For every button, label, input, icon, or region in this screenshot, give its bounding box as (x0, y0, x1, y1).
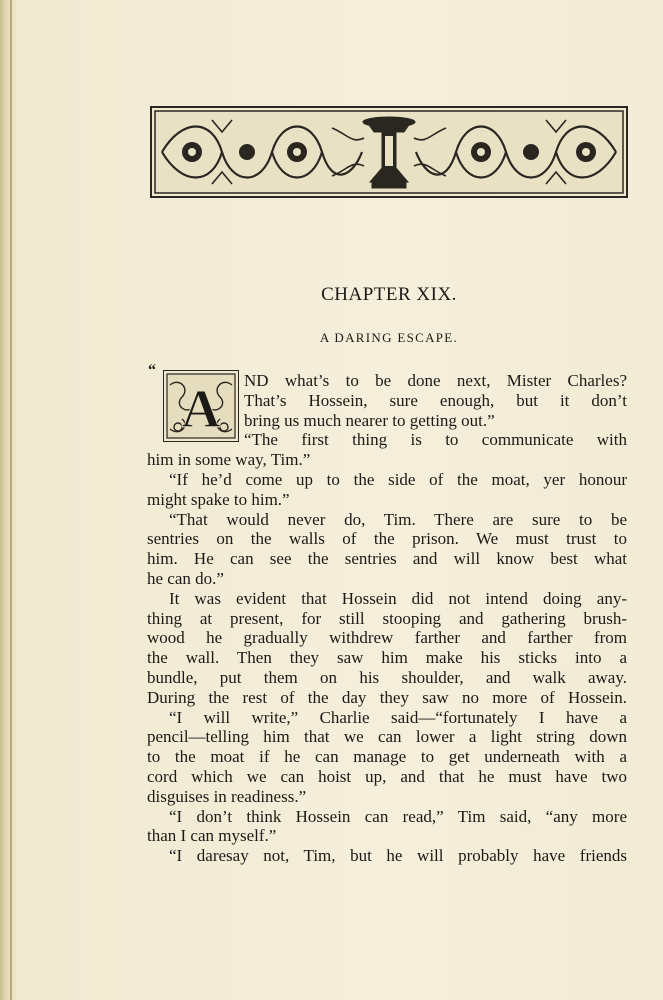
text-line: him in some way, Tim.” (147, 450, 311, 470)
text-line: pencil—telling him that we can lower a light string down (147, 727, 627, 747)
text-line: “I daresay not, Tim, but he will probably have friends (169, 846, 627, 866)
text-line: the wall. Then they saw him make his sticks into a (147, 648, 627, 668)
text-line: than I can myself.” (147, 826, 277, 846)
page-gutter (10, 0, 12, 1000)
text-line: That’s Hossein, sure enough, but it don’t (244, 390, 627, 410)
text-line: he can do.” (147, 568, 224, 588)
decorative-headpiece (150, 106, 628, 198)
text-line: “That would never do, Tim. There are sure to be (169, 509, 627, 529)
text-line: “I don’t think Hossein can read,” Tim said, “any more (169, 806, 627, 826)
text-line: “The first thing is to communicate with (244, 430, 627, 450)
text-line: It was evident that Hossein did not intend doing any- (169, 588, 627, 608)
chapter-body-text (147, 371, 627, 866)
text-line: bundle, put them on his shoulder, and walk away. (147, 667, 627, 687)
chapter-title: CHAPTER XIX. (321, 284, 457, 305)
text-line: “If he’d come up to the side of the moat, yer honour (169, 469, 627, 489)
text-line: ND what’s to be done next, Mister Charles? (244, 371, 627, 390)
chapter-subtitle: A DARING ESCAPE. (319, 330, 459, 345)
text-line: cord which we can hoist up, and that he must have two (147, 766, 627, 786)
text-line: to the moat if he can manage to get underneath with a (147, 747, 627, 767)
text-line: thing at present, for still stooping and gathering brush- (147, 608, 627, 628)
text-line: During the rest of the day they saw no more of Hossein. (147, 687, 627, 707)
text-line: bring us much nearer to getting out.” (244, 410, 495, 430)
text-line: sentries on the walls of the prison. We must trust to (147, 529, 627, 549)
text-line: wood he gradually withdrew farther and farther from (147, 628, 627, 648)
text-line: disguises in readiness.” (147, 786, 307, 806)
headpiece-ornament-icon (152, 108, 626, 196)
opening-quote-mark: “ (148, 362, 156, 379)
text-line: “I will write,” Charlie said—“fortunately I have a (169, 707, 627, 727)
text-line: him. He can see the sentries and will know best what (147, 549, 627, 569)
text-line: might spake to him.” (147, 489, 290, 509)
dropcap-letter: A (181, 379, 221, 439)
